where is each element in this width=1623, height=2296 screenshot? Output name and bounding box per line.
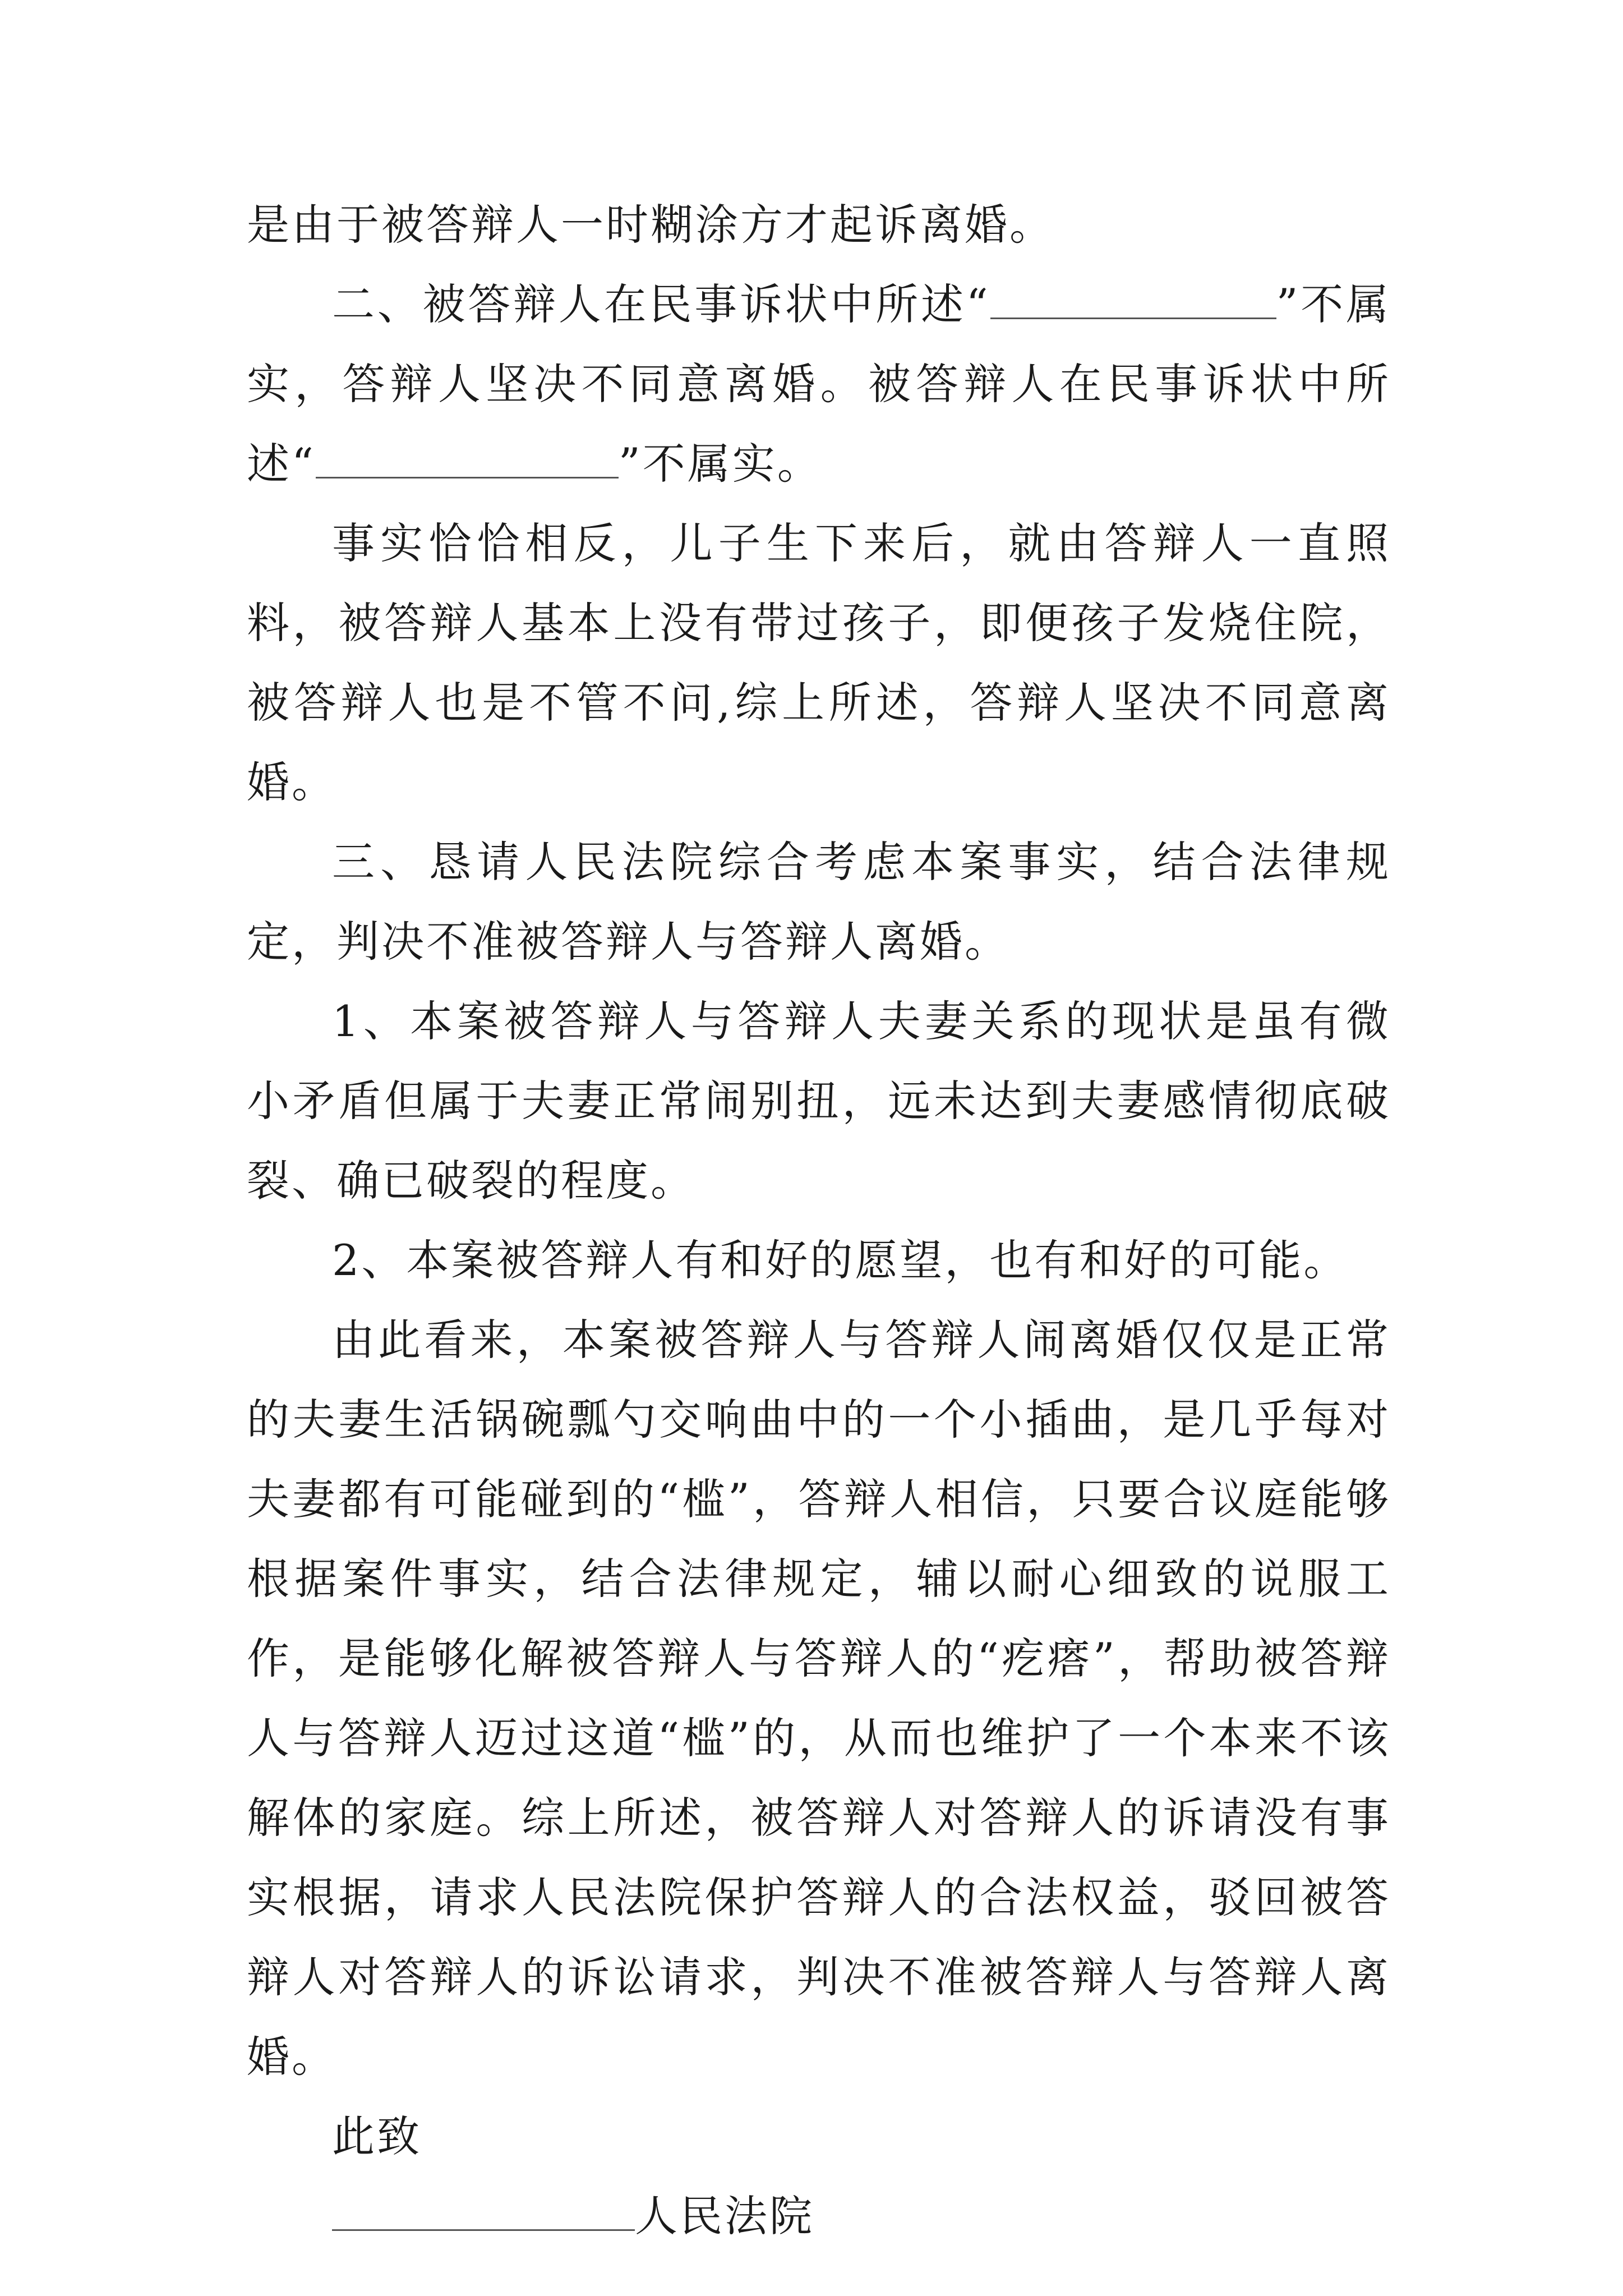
paragraph-continuation [247, 185, 1391, 265]
paragraph-text: 三、恳请人民法院综合考虑本案事实，结合法律规定，判决不准被答辩人与答辩人离婚。 [247, 837, 1391, 967]
paragraph-text: 由此看来，本案被答辩人与答辩人闹离婚仅仅是正常的夫妻生活锅碗瓢勺交响曲中的一个小插曲，是几乎每对夫妻都有可能碰到的“槛”，答辩人相信，只要合议庭能够根据案件事实，结合法律规定，辅以耐心细致的说服工作，是能够化解被答辩人与答辩人的“疙瘩”，帮助被答辩人与答辩人迈过这道“槛”的，从而也维护了一个本来不该解体的家庭。综上所述，被答辩人对答辩人的诉请没有事实根据，请求人民法院保护答辩人的合法权益，驳回被答辩人对答辩人的诉讼请求，判决不准被答辩人与答辩人离婚。 [247, 1315, 1391, 2082]
paragraph-facts [247, 504, 1391, 822]
paragraph-conclusion [247, 1300, 1391, 2097]
paragraph-section-three [247, 822, 1391, 982]
court-address-line [247, 2177, 1391, 2256]
closing-salutation [247, 2097, 1391, 2177]
paragraph-text: 二、被答辩人在民事诉状中所述“ [332, 279, 990, 329]
paragraph-point-one [247, 982, 1391, 1221]
fill-in-blank [990, 283, 1276, 319]
fill-in-blank [316, 442, 619, 478]
paragraph-section-two [247, 265, 1391, 504]
paragraph-text: 1、本案被答辩人与答辩人夫妻关系的现状是虽有微小矛盾但属于夫妻正常闹别扭，远未达到夫妻感情彻底破裂、确已破裂的程度。 [247, 996, 1391, 1205]
paragraph-text: 此致 [332, 2111, 422, 2161]
paragraph-text: 2、本案被答辩人有和好的愿望，也有和好的可能。 [332, 1235, 1349, 1285]
paragraph-text: ”不属实。 [618, 439, 822, 489]
paragraph-point-two [247, 1221, 1391, 1300]
fill-in-blank [332, 2194, 635, 2231]
document-body [247, 185, 1391, 2256]
paragraph-text: 是由于被答辩人一时糊涂方才起诉离婚。 [247, 200, 1054, 250]
paragraph-text: 事实恰恰相反，儿子生下来后，就由答辩人一直照料，被答辩人基本上没有带过孩子，即便孩子发烧住院，被答辩人也是不管不问,综上所述，答辩人坚决不同意离婚。 [247, 518, 1391, 807]
paragraph-text: ”不属实，答辩人坚决不同意离婚。被答辩人在民事诉状中所述“ [247, 279, 1391, 489]
court-name-suffix: 人民法院 [635, 2191, 814, 2241]
